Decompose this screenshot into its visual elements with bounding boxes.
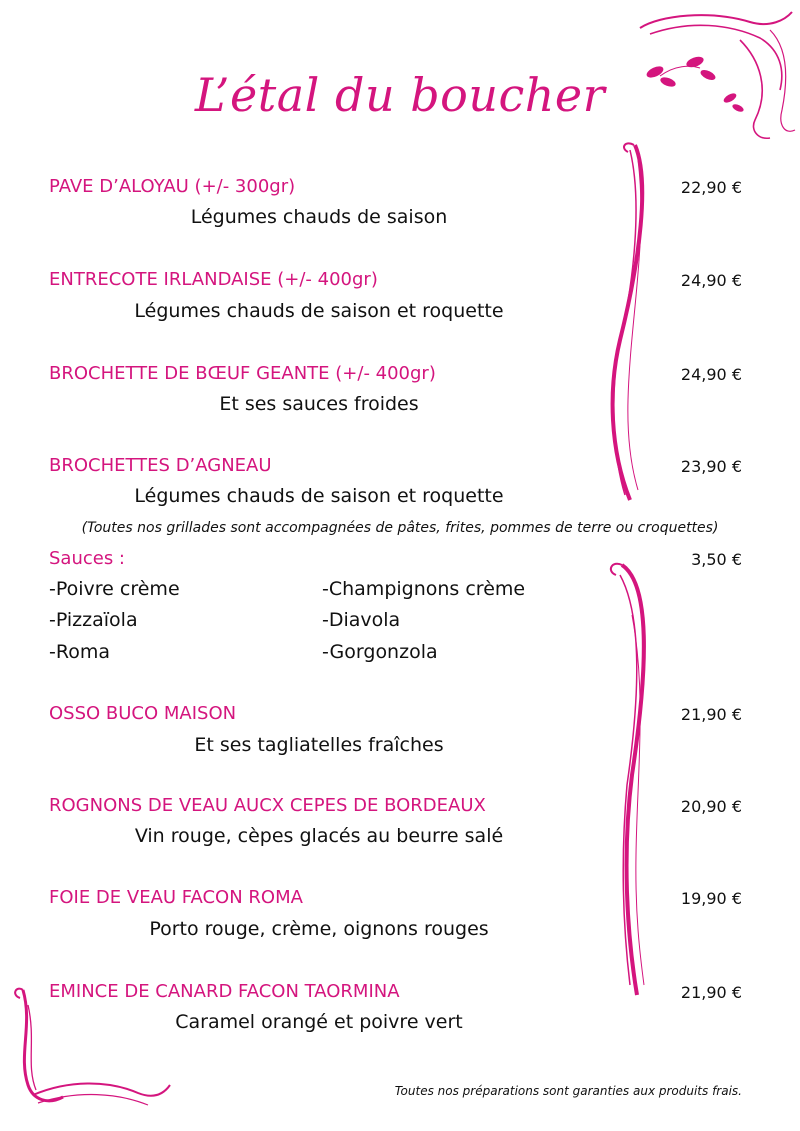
sauce-item: -Roma xyxy=(49,641,110,663)
item-name: FOIE DE VEAU FACON ROMA xyxy=(49,887,303,908)
menu-item xyxy=(0,887,800,957)
item-description: Légumes chauds de saison xyxy=(190,206,448,228)
item-description: Et ses sauces froides xyxy=(219,393,419,415)
item-price: 19,90 € xyxy=(680,889,742,908)
item-description: Caramel orangé et poivre vert xyxy=(175,1011,463,1033)
item-name: BROCHETTE DE BŒUF GEANTE (+/- 400gr) xyxy=(49,363,436,384)
item-price: 21,90 € xyxy=(680,983,742,1002)
item-price: 23,90 € xyxy=(680,457,742,476)
item-description: Vin rouge, cèpes glacés au beurre salé xyxy=(134,825,504,847)
item-name: ROGNONS DE VEAU AUCX CEPES DE BORDEAUX xyxy=(49,795,486,816)
menu-item xyxy=(0,269,800,339)
sauces-label: Sauces : xyxy=(49,548,125,569)
sauces-price: 3,50 € xyxy=(691,550,742,569)
item-name: PAVE D’ALOYAU (+/- 300gr) xyxy=(49,176,296,197)
item-price: 20,90 € xyxy=(680,797,742,816)
grill-note: (Toutes nos grillades sont accompagnées de pâtes, frites, pommes de terre ou croquettes) xyxy=(81,520,719,536)
item-name: EMINCE DE CANARD FACON TAORMINA xyxy=(49,981,400,1002)
footer-note: Toutes nos préparations sont garanties aux produits frais. xyxy=(394,1084,742,1098)
sauce-item: -Champignons crème xyxy=(322,578,526,600)
menu-item xyxy=(0,455,800,525)
item-price: 24,90 € xyxy=(680,271,742,290)
sauce-item: -Poivre crème xyxy=(49,578,180,600)
page-title: L’étal du boucher xyxy=(194,68,606,122)
menu-item xyxy=(0,703,800,773)
menu-item xyxy=(0,981,800,1051)
item-name: OSSO BUCO MAISON xyxy=(49,703,237,724)
item-description: Porto rouge, crème, oignons rouges xyxy=(149,918,489,940)
item-price: 22,90 € xyxy=(680,178,742,197)
item-name: BROCHETTES D’AGNEAU xyxy=(49,455,272,476)
item-price: 21,90 € xyxy=(680,705,742,724)
sauce-item: -Diavola xyxy=(322,609,401,631)
item-description: Légumes chauds de saison et roquette xyxy=(134,300,504,322)
sauce-item: -Pizzaïola xyxy=(49,609,138,631)
item-price: 24,90 € xyxy=(680,365,742,384)
menu-item xyxy=(0,363,800,433)
sauce-item: -Gorgonzola xyxy=(322,641,438,663)
menu-item xyxy=(0,176,800,246)
menu-item xyxy=(0,795,800,865)
item-description: Légumes chauds de saison et roquette xyxy=(134,485,504,507)
item-description: Et ses tagliatelles fraîches xyxy=(194,734,444,756)
item-name: ENTRECOTE IRLANDAISE (+/- 400gr) xyxy=(49,269,378,290)
